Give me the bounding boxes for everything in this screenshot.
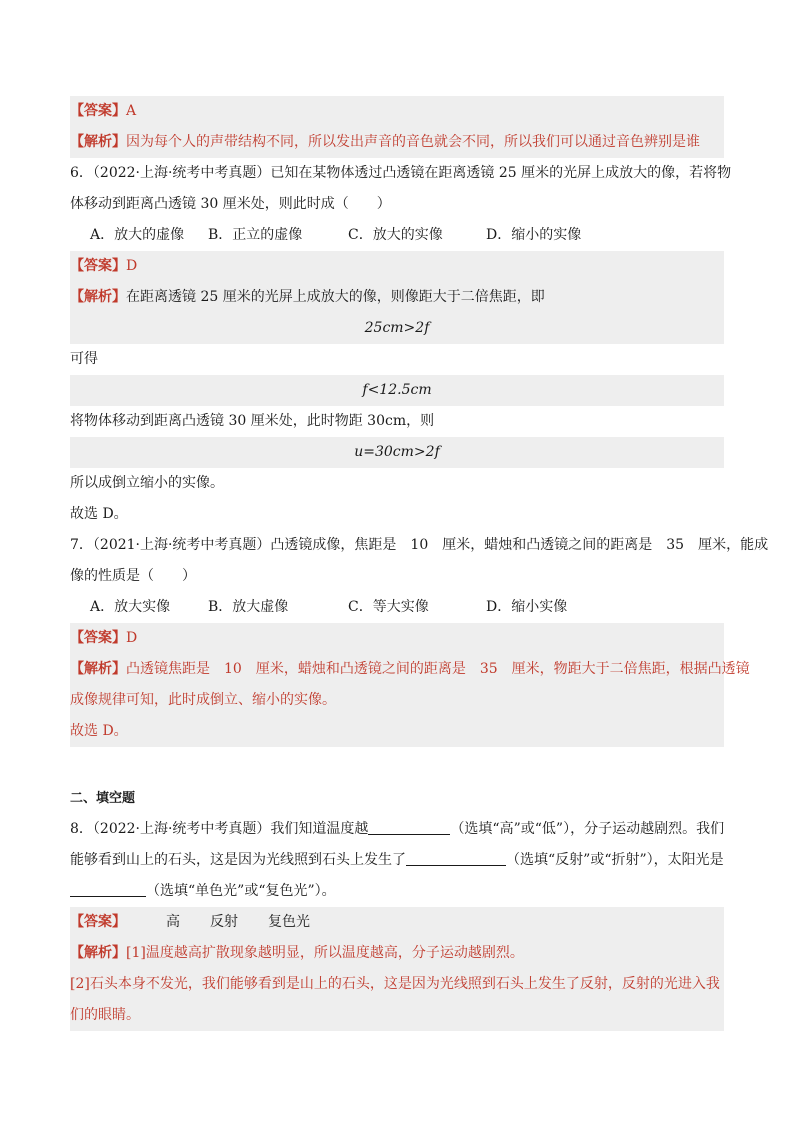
q6-solution-block xyxy=(70,251,724,344)
q6-text-kede: 可得 xyxy=(70,351,98,367)
q6-options xyxy=(70,220,724,251)
q7-solution-block xyxy=(70,623,750,747)
q6-text-result: 所以成倒立缩小的实像。 xyxy=(70,475,224,491)
q8-answer-row xyxy=(70,907,724,938)
q6-option-b: B．正立的虚像 xyxy=(208,227,303,243)
analysis-label: 【解析】 xyxy=(70,134,126,150)
q6-stem-line2: 体移动到距离凸透镜 30 厘米处，则此时成（ ） xyxy=(70,196,391,212)
q8-stem-text: （选填“反射”或“折射”），太阳光是 xyxy=(506,852,724,868)
answer-value-3: 复色光 xyxy=(268,914,310,930)
answer-label: 【答案】 xyxy=(70,914,126,930)
section-title: 二、填空题 xyxy=(70,791,136,806)
q7-analysis-line3: 故选 D。 xyxy=(70,723,128,739)
q5-solution-block xyxy=(70,96,724,158)
analysis-text: 在距离透镜 25 厘米的光屏上成放大的像，则像距大于二倍焦距，即 xyxy=(126,289,545,305)
q8-blank-3[interactable] xyxy=(70,882,146,897)
q8-stem-line1 xyxy=(70,814,724,845)
answer-value: D xyxy=(126,258,138,274)
q8-blank-1[interactable] xyxy=(368,820,450,835)
q5-analysis-row xyxy=(70,127,724,158)
q7-option-a: A．放大实像 xyxy=(90,599,171,615)
q6-formula-3: u=30cm>2f xyxy=(354,444,440,460)
q8-blank-2[interactable] xyxy=(406,851,506,866)
analysis-text: 凸透镜焦距是 10 厘米，蜡烛和凸透镜之间的距离是 35 厘米，物距大于二倍焦距，根据凸透镜 xyxy=(126,661,750,677)
q6-formula-1: 25cm>2f xyxy=(364,320,430,336)
q8-stem-text: 能够看到山上的石头，这是因为光线照到石头上发生了 xyxy=(70,852,406,868)
answer-label: 【答案】 xyxy=(70,630,126,646)
q8-stem-text: 8．（2022·上海·统考中考真题）我们知道温度越 xyxy=(70,821,369,837)
q6-option-a: A．放大的虚像 xyxy=(90,227,185,243)
q7-analysis-line2: 成像规律可知，此时成倒立、缩小的实像。 xyxy=(70,692,336,708)
analysis-label: 【解析】 xyxy=(70,661,126,677)
q6-answer-row xyxy=(70,251,724,282)
q7-stem-line1: 7．（2021·上海·统考中考真题）凸透镜成像，焦距是 10 厘米，蜡烛和凸透镜之间的距离是 35 厘米，能成 xyxy=(70,537,769,553)
q7-stem-line2: 像的性质是（ ） xyxy=(70,568,196,584)
q8-stem-line3 xyxy=(70,876,724,907)
q6-formula-2: f<12.5cm xyxy=(362,382,432,398)
q6-option-d: D．缩小的实像 xyxy=(486,227,582,243)
q8-analysis-row xyxy=(70,938,724,969)
q6-option-c: C．放大的实像 xyxy=(348,227,443,243)
q6-text-move: 将物体移动到距离凸透镜 30 厘米处，此时物距 30cm，则 xyxy=(70,413,435,429)
q7-analysis-row xyxy=(70,654,750,685)
analysis-label: 【解析】 xyxy=(70,945,126,961)
q7-answer-row xyxy=(70,623,724,654)
q8-solution-block xyxy=(70,907,724,1031)
answer-value-2: 反射 xyxy=(210,914,238,930)
q8-stem-line2 xyxy=(70,845,724,876)
analysis-text: [1]温度越高扩散现象越明显，所以温度越高，分子运动越剧烈。 xyxy=(126,945,524,961)
q6-stem-line1: 6．（2022·上海·统考中考真题）已知在某物体透过凸透镜在距离透镜 25 厘米的光屏上成放大的像，若将物 xyxy=(70,165,732,181)
q7-option-d: D．缩小实像 xyxy=(486,599,568,615)
q6-text-choose: 故选 D。 xyxy=(70,506,128,522)
analysis-label: 【解析】 xyxy=(70,289,126,305)
q7-option-b: B．放大虚像 xyxy=(208,599,289,615)
q8-stem-text: （选填“高”或“低”），分子运动越剧烈。我们 xyxy=(450,821,725,837)
answer-value: A xyxy=(126,103,137,119)
answer-label: 【答案】 xyxy=(70,103,126,119)
q8-analysis-line3: 们的眼睛。 xyxy=(70,1007,140,1023)
q7-option-c: C．等大实像 xyxy=(348,599,429,615)
q8-analysis-line2: [2]石头本身不发光，我们能够看到是山上的石头，这是因为光线照到石头上发生了反射，反射的光进入我 xyxy=(70,976,720,992)
q8-stem-text: （选填“单色光”或“复色光”）。 xyxy=(146,883,336,899)
document-page xyxy=(70,96,769,1031)
answer-value: D xyxy=(126,630,138,646)
answer-value-1: 高 xyxy=(166,914,180,930)
answer-label: 【答案】 xyxy=(70,258,126,274)
analysis-text: 因为每个人的声带结构不同，所以发出声音的音色就会不同，所以我们可以通过音色辨别是谁 xyxy=(126,134,700,150)
q5-answer-row xyxy=(70,96,724,127)
q6-analysis-row xyxy=(70,282,724,313)
q7-options xyxy=(70,592,724,623)
